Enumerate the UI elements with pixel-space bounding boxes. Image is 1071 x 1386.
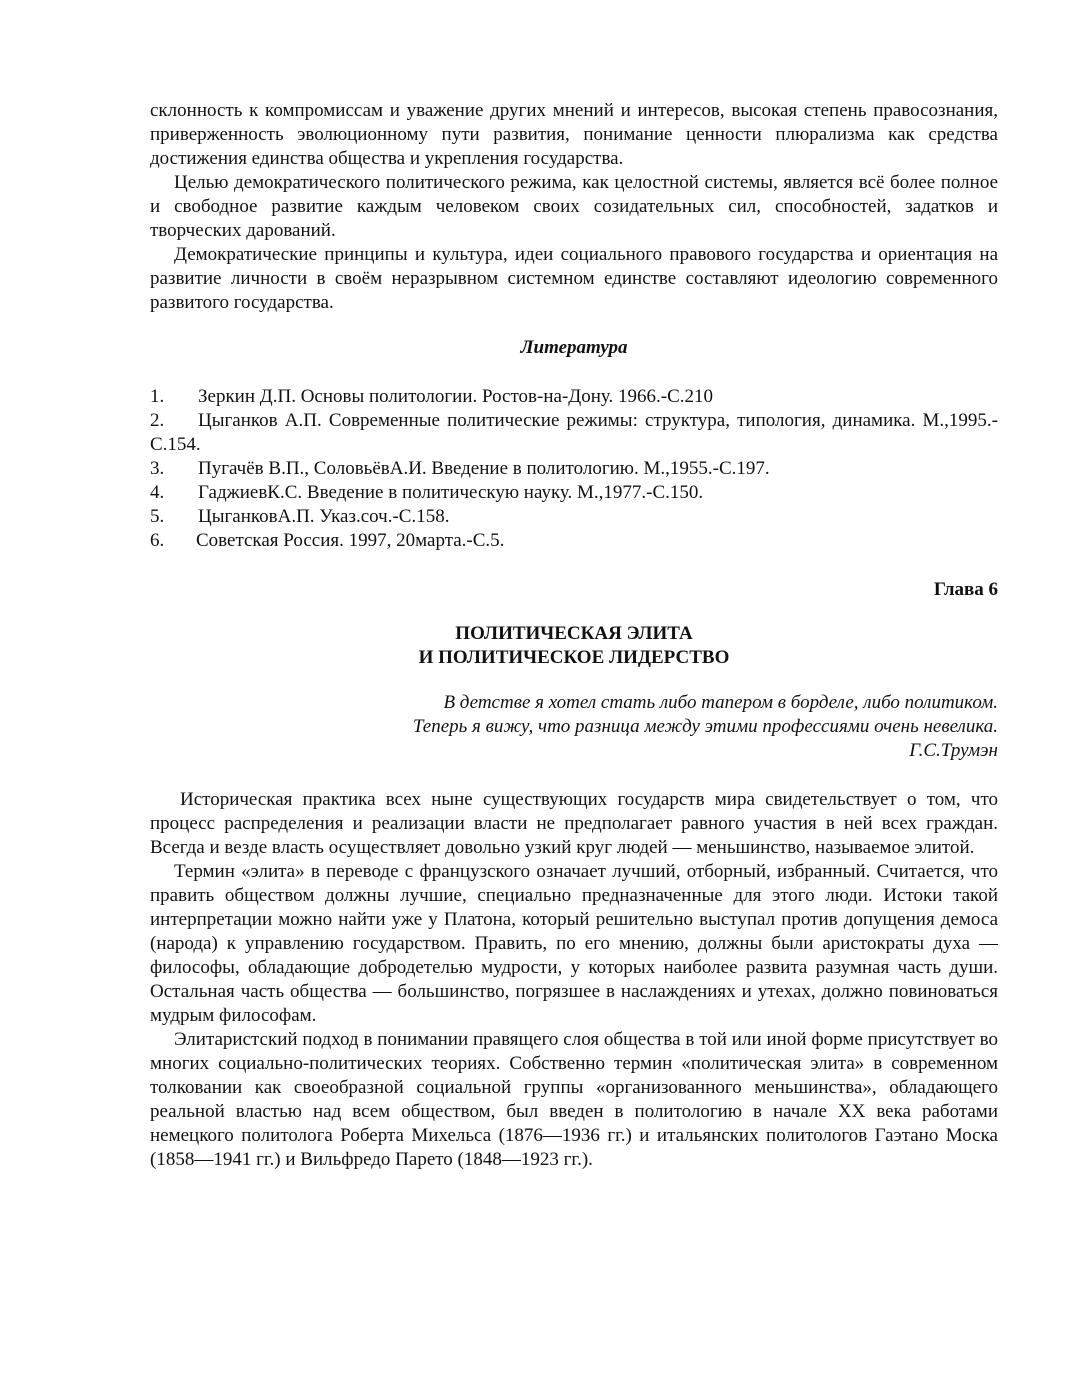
reference-number: 1. [150, 386, 165, 407]
body-paragraph-1: Историческая практика всех ныне существующих государств мира свидетельствует о том, что процесс распределения и реализации власти не предполагает равного участия в ней всех граждан. Всегда и везде власть осуществляет довольно узкий круг людей — меньшинство, называемое элитой. [150, 789, 998, 858]
reference-item [150, 385, 998, 409]
reference-item [150, 409, 998, 457]
chapter-title [150, 622, 998, 670]
body-paragraph-3: Элитаристский подход в понимании правящего слоя общества в той или иной форме присутствует во многих социально-политических теориях. Собственно термин «политическая элита» в современном толковании как своеобразной социальной группы «организованного меньшинства», обладающего реальной властью над всем обществом, был введен в политологию в начале XX века работами немецкого политолога Роберта Михельса (1876—1936 гг.) и итальянских политологов Гаэтано Моска (1858—1941 гг.) и Вильфредо Парето (1848—1923 гг.). [150, 1029, 998, 1170]
epigraph-author: Г.С.Трумэн [909, 740, 998, 761]
body-paragraph-2: Термин «элита» в переводе с французского означает лучший, отборный, избранный. Считается, что править обществом должны лучшие, специально предназначенные для этого люди. Истоки такой интерпретации можно найти уже у Платона, который решительно выступал против допущения демоса (народа) к управлению государством. Править, по его мнению, должны были аристократы духа — философы, обладающие добродетелью мудрости, у которых наиболее развита разумная часть души. Остальная часть общества — большинство, погрязшее в наслаждениях и утехах, должно повиноваться мудрым философам. [150, 861, 998, 1026]
intro-paragraph-3: Демократические принципы и культура, идеи социального правового государства и ориентация на развитие личности в своём неразрывном системном единстве составляют идеологию современного развитого государства. [150, 244, 998, 313]
chapter-title-line-1: ПОЛИТИЧЕСКАЯ ЭЛИТА [455, 623, 693, 644]
literature-heading: Литература [520, 337, 628, 358]
epigraph [150, 691, 998, 763]
reference-item [150, 505, 998, 529]
reference-number: 6. [150, 530, 165, 551]
reference-text: Советская Россия. 1997, 20марта.-С.5. [196, 530, 505, 551]
reference-item [150, 457, 998, 481]
reference-item [150, 529, 998, 553]
reference-text: Зеркин Д.П. Основы политологии. Ростов-на-Дону. 1966.-С.210 [198, 386, 713, 407]
reference-text: Пугачёв В.П., СоловьёвА.И. Введение в политологию. М.,1955.-С.197. [198, 458, 770, 479]
document-page [150, 99, 998, 1172]
reference-number: 4. [150, 482, 165, 503]
reference-item [150, 481, 998, 505]
reference-number: 2. [150, 410, 165, 431]
reference-number: 3. [150, 458, 165, 479]
epigraph-line-2: Теперь я вижу, что разница между этими профессиями очень невелика. [412, 716, 998, 737]
reference-text: Цыганков А.П. Современные политические режимы: структура, типология, динамика. М.,1995.-С.154. [150, 410, 998, 455]
reference-list [150, 385, 998, 553]
chapter-label: Глава 6 [933, 579, 998, 600]
reference-text: ЦыганковА.П. Указ.соч.-С.158. [198, 506, 450, 527]
intro-paragraph-2: Целью демократического политического режима, как целостной системы, является всё более полное и свободное развитие каждым человеком своих созидательных сил, способностей, задатков и творческих дарований. [150, 172, 998, 241]
chapter-title-line-2: И ПОЛИТИЧЕСКОЕ ЛИДЕРСТВО [418, 647, 730, 668]
intro-paragraph-1: склонность к компромиссам и уважение других мнений и интересов, высокая степень правосознания, приверженность эволюционному пути развития, понимание ценности плюрализма как средства достижения единства общества и укрепления государства. [150, 100, 998, 169]
chapter-body [150, 788, 998, 1172]
reference-text: ГаджиевК.С. Введение в политическую науку. М.,1977.-С.150. [198, 482, 704, 503]
epigraph-line-1: В детстве я хотел стать либо тапером в борделе, либо политиком. [443, 692, 998, 713]
reference-number: 5. [150, 506, 165, 527]
